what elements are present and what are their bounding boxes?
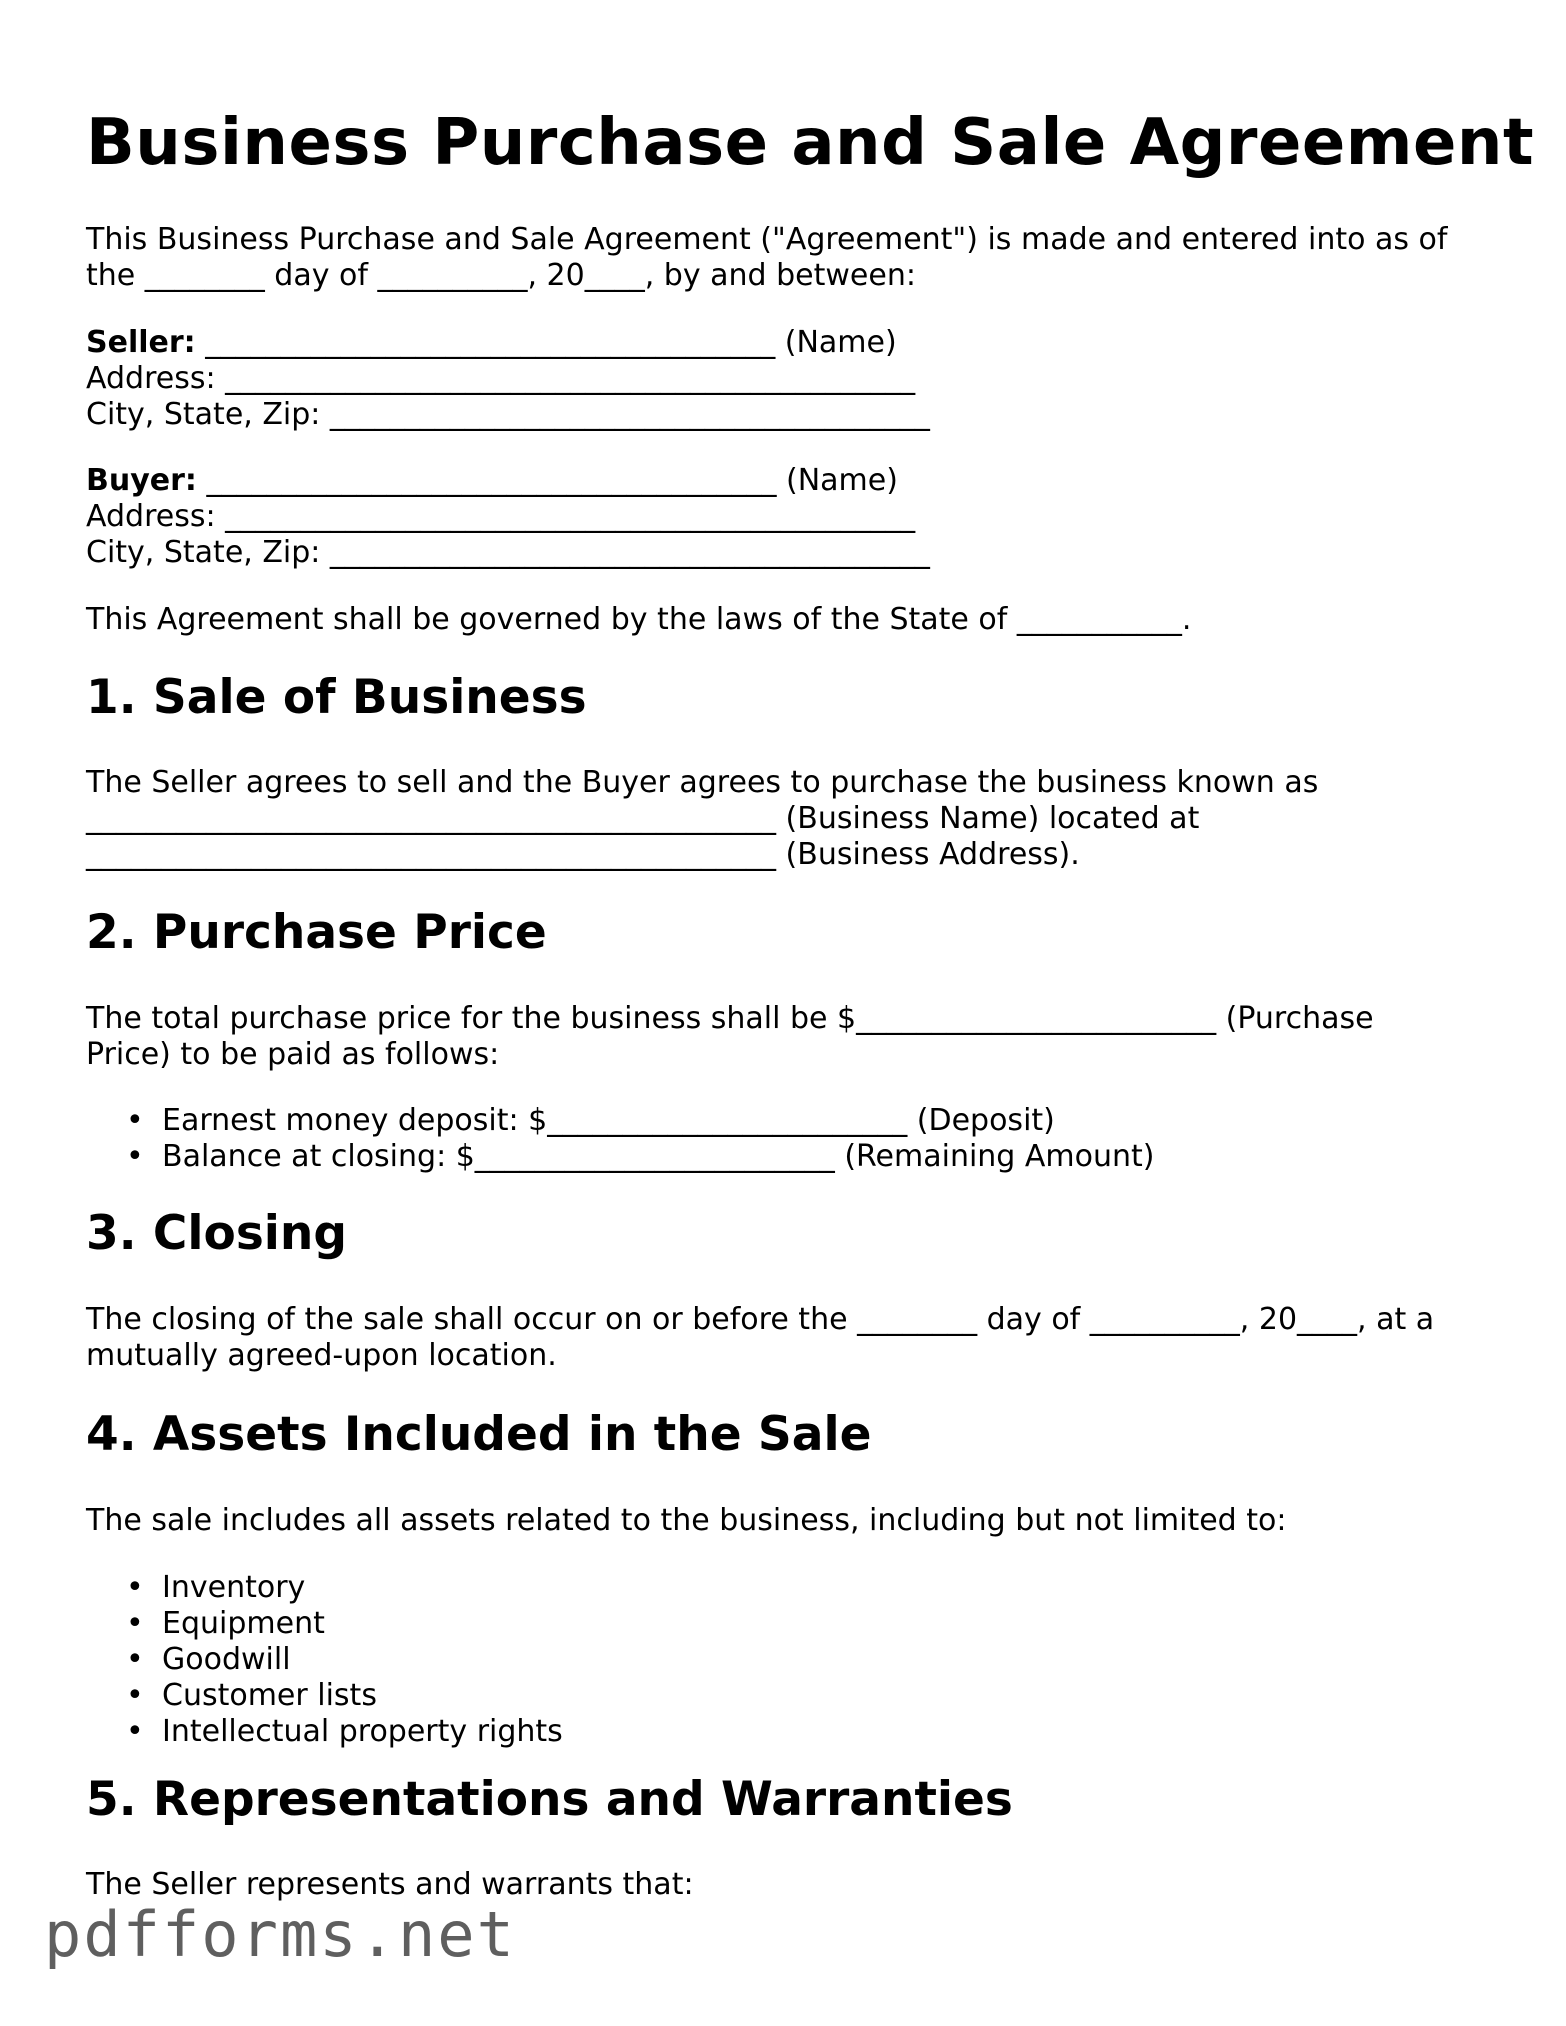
- list-item: • Inventory: [86, 1570, 563, 1606]
- section-4-heading: 4. Assets Included in the Sale: [86, 1407, 872, 1462]
- list-item: • Earnest money deposit: $________________________ (Deposit): [86, 1103, 1154, 1139]
- watermark: pdfforms.net: [44, 1898, 516, 1971]
- list-item: • Balance at closing: $________________________ (Remaining Amount): [86, 1139, 1154, 1175]
- section-1-heading: 1. Sale of Business: [86, 670, 587, 725]
- list-item: • Customer lists: [86, 1678, 563, 1714]
- section-1-line-1: The Seller agrees to sell and the Buyer agrees to purchase the business known as: [86, 765, 1319, 800]
- buyer-city-field[interactable]: City, State, Zip: ________________________________________: [86, 535, 930, 570]
- section-3-heading: 3. Closing: [86, 1206, 348, 1261]
- governing-law: This Agreement shall be governed by the laws of the State of ___________.: [86, 602, 1192, 637]
- list-item: • Goodwill: [86, 1642, 563, 1678]
- buyer-name-line: [86, 463, 898, 499]
- section-1-line-3: ______________________________________________ (Business Address).: [86, 837, 1080, 872]
- seller-address-field[interactable]: Address: ______________________________________________: [86, 361, 916, 396]
- payment-list: [86, 1103, 1154, 1175]
- section-2-line-2: Price) to be paid as follows:: [86, 1037, 500, 1072]
- buyer-label: Buyer:: [86, 463, 197, 498]
- seller-city-field[interactable]: City, State, Zip: ________________________________________: [86, 397, 930, 432]
- list-item: • Equipment: [86, 1606, 563, 1642]
- section-5-heading: 5. Representations and Warranties: [86, 1772, 1013, 1827]
- section-3-line-1: The closing of the sale shall occur on or before the ________ day of __________, 20____, at a: [86, 1302, 1435, 1337]
- intro-line-1: This Business Purchase and Sale Agreement ("Agreement") is made and entered into as of: [86, 222, 1448, 257]
- section-1-line-2: ______________________________________________ (Business Name) located at: [86, 801, 1200, 836]
- section-3-line-2: mutually agreed-upon location.: [86, 1338, 557, 1373]
- section-2-line-1: The total purchase price for the business shall be $________________________ (Purchase: [86, 1001, 1374, 1036]
- seller-label: Seller:: [86, 325, 196, 360]
- section-2-heading: 2. Purchase Price: [86, 905, 547, 960]
- seller-name-field[interactable]: ______________________________________ (Name): [195, 325, 897, 360]
- buyer-address-field[interactable]: Address: ______________________________________________: [86, 499, 916, 534]
- seller-name-line: [86, 325, 897, 361]
- section-5-line-1: The Seller represents and warrants that:: [86, 1867, 694, 1902]
- document-title: Business Purchase and Sale Agreement: [86, 106, 1535, 180]
- assets-list: [86, 1570, 563, 1750]
- buyer-name-field[interactable]: ______________________________________ (Name): [196, 463, 898, 498]
- list-item: • Intellectual property rights: [86, 1714, 563, 1750]
- intro-line-2: the ________ day of __________, 20____, by and between:: [86, 258, 916, 293]
- section-4-line-1: The sale includes all assets related to the business, including but not limited to:: [86, 1503, 1287, 1538]
